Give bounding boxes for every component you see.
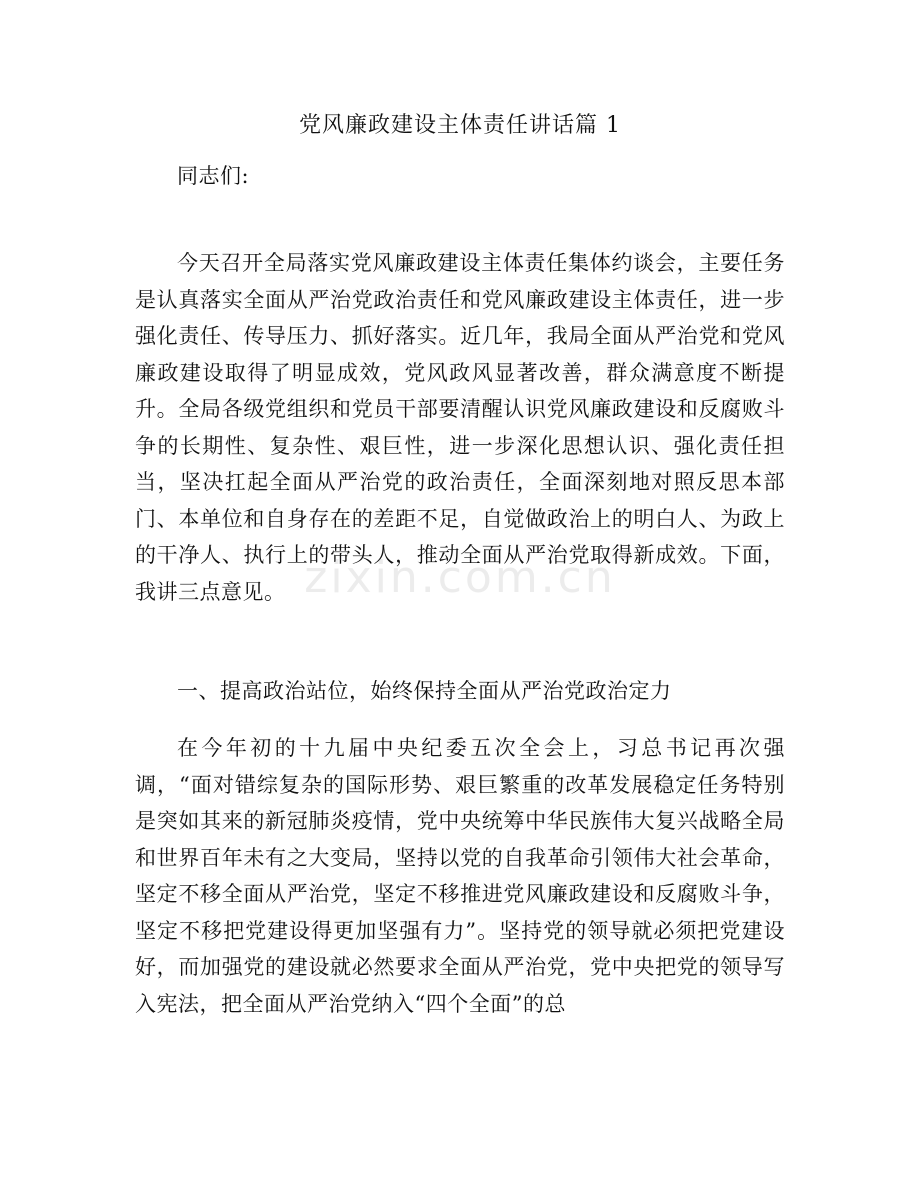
watermark: zixin.com.cn <box>304 552 616 603</box>
body-paragraph-2: 在今年初的十九届中央纪委五次全会上，习总书记再次强调，“面对错综复杂的国际形势、艰巨繁重的改革发展稳定任务特别是突如其来的新冠肺炎疫情，党中央统筹中华民族伟大复兴战略全局和世界百年未有之大变局，坚持以党的自我革命引领伟大社会革命，坚定不移全面从严治党，坚定不移推进党风廉政建设和反腐败斗争，坚定不移把党建设得更加坚强有力”。坚持党的领导就必须把党建设好，而加强党的建设就必然要求全面从严治党，党中央把党的领导写入宪法，把全面从严治党纳入“四个全面”的总 <box>135 736 785 1016</box>
greeting-line: 同志们: <box>177 164 250 188</box>
document-title: 党风廉政建设主体责任讲话篇 1 <box>299 113 621 138</box>
section-heading-1: 一、提高政治站位，始终保持全面从严治党政治定力 <box>177 679 672 703</box>
body-paragraph-1: 今天召开全局落实党风廉政建设主体责任集体约谈会，主要任务是认真落实全面从严治党政治责任和党风廉政建设主体责任，进一步强化责任、传导压力、抓好落实。近几年，我局全面从严治党和党风廉政建设取得了明显成效，党风政风显著改善，群众满意度不断提升。全局各级党组织和党员干部要清醒认识党风廉政建设和反腐败斗争的长期性、复杂性、艰巨性，进一步深化思想认识、强化责任担当，坚决扛起全面从严治党的政治责任，全面深刻地对照反思本部门、本单位和自身存在的差距不足，自觉做政治上的明白人、为政上的干净人、执行上的带头人，推动全面从严治党取得新成效。下面，我讲三点意见。 <box>135 251 785 604</box>
